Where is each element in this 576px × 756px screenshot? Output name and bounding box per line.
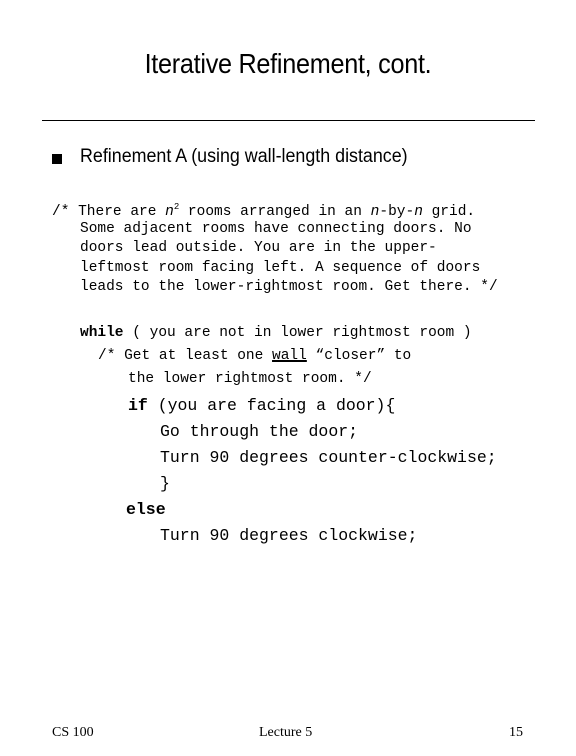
if-condition: (you are facing a door){ [147,396,396,415]
var-n: n [165,204,174,220]
turn-cw-line: Turn 90 degrees clockwise; [160,526,418,545]
slide-title: Iterative Refinement, cont. [144,48,432,79]
comment-line-3: doors lead outside. You are in the upper- [80,240,437,256]
comment-text: -by- [379,204,415,220]
footer-lecture: Lecture 5 [259,725,313,740]
comment-text: grid. [422,204,476,220]
if-line [128,396,395,415]
bullet-text: Refinement A (using wall-length distance) [80,146,408,167]
comment-text: /* There are [52,204,166,220]
var-n: n [370,204,380,220]
comment-text: “closer” to [306,348,412,364]
go-through-line: Go through the door; [160,422,359,441]
turn-ccw-line: Turn 90 degrees counter-clockwise; [160,448,497,467]
comment-line-1 [52,202,475,220]
while-condition: ( you are not in lower rightmost room ) [123,325,472,341]
while-line [80,325,472,341]
title-divider [42,120,535,121]
comment-line-4: leftmost room facing left. A sequence of doors [80,260,481,276]
comment-text: /* Get at least one [98,348,273,364]
if-keyword: if [128,396,148,415]
else-keyword: else [126,500,166,519]
footer-course: CS 100 [52,725,94,740]
exponent: 2 [173,202,180,212]
wall-underlined: wall [272,348,307,364]
comment-text: rooms arranged in an [179,204,371,220]
footer-page-number: 15 [509,725,523,740]
while-keyword: while [80,325,124,341]
bullet-square-icon [52,154,62,164]
var-n: n [414,204,423,220]
inner-comment-line-2: the lower rightmost room. */ [128,371,372,387]
comment-line-5: leads to the lower-rightmost room. Get there. */ [80,279,498,295]
inner-comment-line-1 [98,348,411,364]
comment-line-2: Some adjacent rooms have connecting doors. No [80,221,472,237]
close-brace-line: } [160,474,170,493]
